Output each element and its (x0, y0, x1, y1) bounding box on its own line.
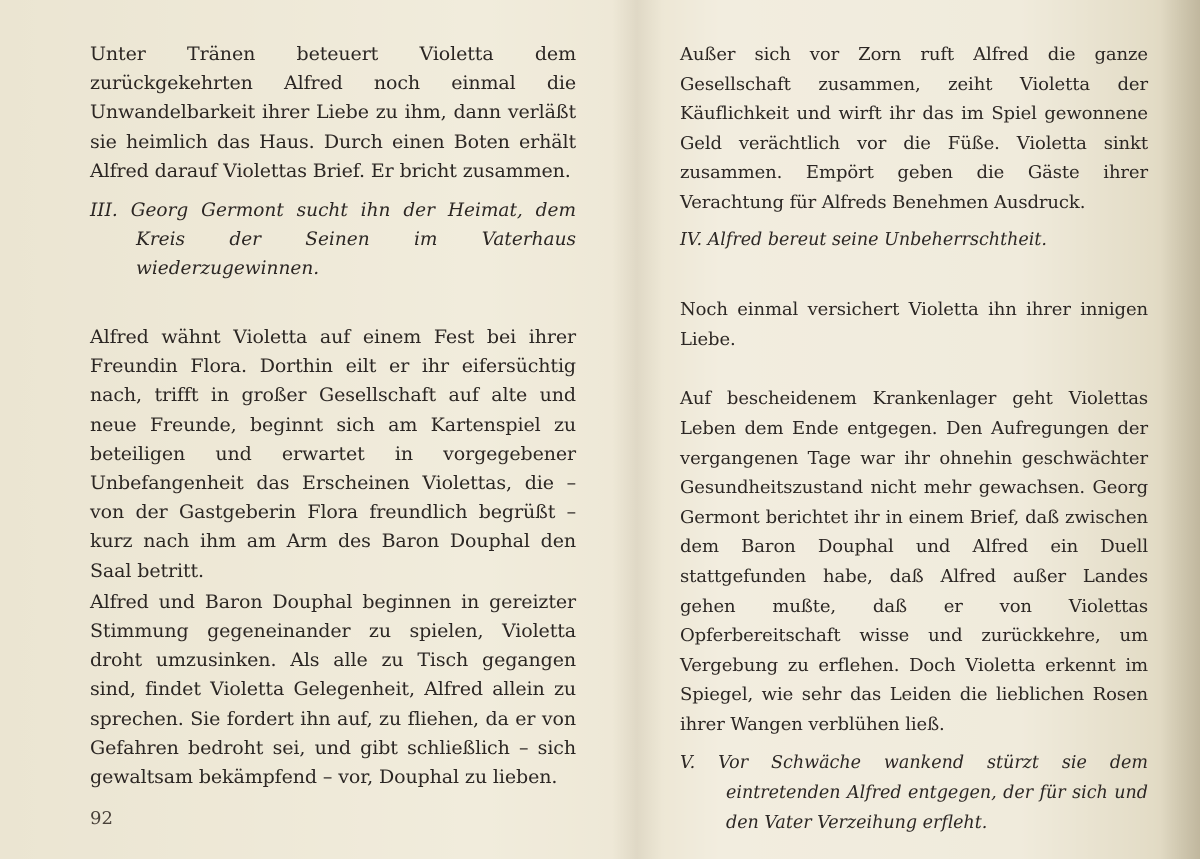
right-act-heading-v: V. Vor Schwäche wankend stürzt sie dem eintretenden Alfred entgegen, der für sich und den Vater Verzeihung erfleht. (680, 753, 1148, 833)
left-paragraph-2: Alfred wähnt Violetta auf einem Fest bei ihrer Freundin Flora. Dorthin eilt er ihr eifersüchtig nach, trifft in großer Gesellschaft auf alte und neue Freunde, beginnt sich am Kartenspiel zu beteiligen und erwartet in vorgegebener Unbefangenheit das Erscheinen Violettas, die – von der Gastgeberin Flora freundlich begrüßt – kurz nach ihm am Arm des Baron Douphal den Saal betritt. (90, 326, 576, 582)
right-page (680, 30, 1148, 838)
page-edge-shadow (1160, 0, 1200, 859)
left-page (90, 30, 576, 792)
left-paragraph-1: Unter Tränen beteuert Violetta dem zurückgekehrten Alfred noch einmal die Unwandelbarkeit ihrer Liebe zu ihm, dann verläßt sie heimlich das Haus. Durch einen Boten erhält Alfred darauf Violettas Brief. Er bricht zusammen. (90, 43, 576, 182)
left-paragraph-3: Alfred und Baron Douphal beginnen in gereizter Stimmung gegeneinander zu spielen, Violetta droht umzusinken. Als alle zu Tisch gegangen sind, findet Violetta Gelegenheit, Alfred allein zu sprechen. Sie fordert ihn auf, zu fliehen, da er von Gefahren bedroht sei, und gibt schließlich – sich gewaltsam bekämpfend – vor, Douphal zu lieben. (90, 590, 576, 789)
right-paragraph-2: Noch einmal versichert Violetta ihn ihrer innigen Liebe. (680, 299, 1148, 350)
book-gutter-shadow (612, 0, 662, 859)
right-act-heading-iv: IV. Alfred bereut seine Unbeherrschtheit. (680, 229, 1047, 250)
right-paragraph-3: Auf bescheidenem Krankenlager geht Violettas Leben dem Ende entgegen. Den Aufregungen der vergangenen Tage war ihr ohnehin geschwächter Gesundheitszustand nicht mehr gewachsen. Georg Germont berichtet ihr in einem Brief, daß zwischen dem Baron Douphal und Alfred ein Duell stattgefunden habe, daß Alfred außer Landes gehen mußte, daß er von Violettas Opferbereitschaft wisse und zurückkehre, um Vergebung zu erflehen. Doch Violetta erkennt im Spiegel, wie sehr das Leiden die lieblichen Rosen ihrer Wangen verblühen ließ. (680, 388, 1148, 735)
left-act-heading-iii: III. Georg Germont sucht ihn der Heimat, dem Kreis der Seinen im Vaterhaus wiederzugewinnen. (90, 200, 576, 280)
page-number: 92 (90, 808, 113, 829)
right-paragraph-1: Außer sich vor Zorn ruft Alfred die ganze Gesellschaft zusammen, zeiht Violetta der Käuflichkeit und wirft ihr das im Spiel gewonnene Geld verächtlich vor die Füße. Violetta sinkt zusammen. Empört geben die Gäste ihrer Verachtung für Alfreds Benehmen Ausdruck. (680, 44, 1148, 213)
